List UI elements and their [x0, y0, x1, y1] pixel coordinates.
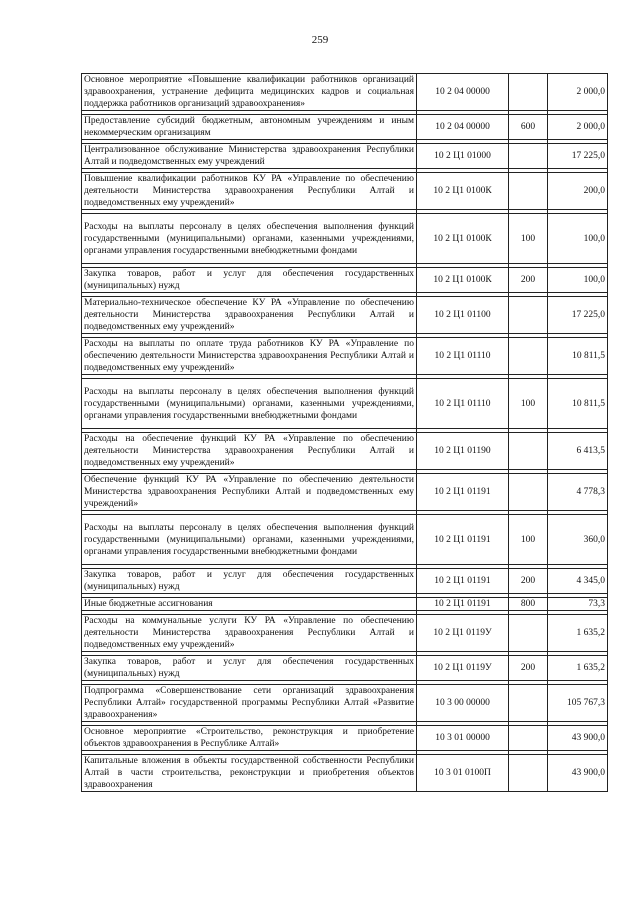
budget-table-body	[82, 74, 608, 792]
table-row	[82, 598, 608, 611]
table-row	[82, 268, 608, 293]
cell-code: 10 2 Ц1 01191	[417, 598, 509, 611]
cell-vr	[509, 474, 548, 511]
cell-name: Расходы на обеспечение функций КУ РА «Управление по обеспечению деятельности Министерства здравоохранения Республики Алтай и подведомственных ему учреждений»	[82, 433, 417, 470]
cell-vr: 100	[509, 214, 548, 264]
cell-vr	[509, 144, 548, 169]
cell-code: 10 2 Ц1 0119У	[417, 615, 509, 652]
table-row	[82, 685, 608, 722]
table-row	[82, 515, 608, 565]
cell-sum: 10 811,5	[548, 379, 608, 429]
cell-sum: 360,0	[548, 515, 608, 565]
cell-vr: 200	[509, 569, 548, 594]
table-row	[82, 615, 608, 652]
cell-sum: 1 635,2	[548, 656, 608, 681]
cell-name: Расходы на выплаты персоналу в целях обеспечения выполнения функций государственными (муниципальными) органами, казенными учреждениями, органами управления государственными внебюджетными фондами	[82, 379, 417, 429]
cell-name: Подпрограмма «Совершенствование сети организаций здравоохранения Республики Алтай» государственной программы Республики Алтай «Развитие здравоохранения»	[82, 685, 417, 722]
table-row	[82, 144, 608, 169]
cell-name: Расходы на выплаты персоналу в целях обеспечения выполнения функций государственными (муниципальными) органами, казенными учреждениями, органами управления государственными внебюджетными фондами	[82, 515, 417, 565]
cell-code: 10 2 Ц1 0100К	[417, 173, 509, 210]
cell-name: Материально-техническое обеспечение КУ РА «Управление по обеспечению деятельности Министерства здравоохранения Республики Алтай и подведомственных ему учреждений»	[82, 297, 417, 334]
cell-vr: 100	[509, 515, 548, 565]
cell-code: 10 2 04 00000	[417, 74, 509, 111]
cell-sum: 43 900,0	[548, 755, 608, 792]
cell-sum: 2 000,0	[548, 74, 608, 111]
cell-name: Централизованное обслуживание Министерства здравоохранения Республики Алтай и подведомственных ему учреждений	[82, 144, 417, 169]
cell-sum: 4 778,3	[548, 474, 608, 511]
table-row	[82, 115, 608, 140]
cell-name: Закупка товаров, работ и услуг для обеспечения государственных (муниципальных) нужд	[82, 569, 417, 594]
page-number: 259	[311, 34, 329, 46]
cell-code: 10 2 Ц1 01191	[417, 569, 509, 594]
cell-code: 10 2 Ц1 01190	[417, 433, 509, 470]
cell-vr	[509, 433, 548, 470]
cell-name: Повышение квалификации работников КУ РА «Управление по обеспечению деятельности Министерства здравоохранения Республики Алтай и подведомственных ему учреждений»	[82, 173, 417, 210]
cell-vr: 200	[509, 268, 548, 293]
cell-sum: 73,3	[548, 598, 608, 611]
cell-name: Основное мероприятие «Строительство, реконструкция и приобретение объектов здравоохранения в Республике Алтай»	[82, 726, 417, 751]
cell-vr	[509, 615, 548, 652]
cell-vr: 600	[509, 115, 548, 140]
cell-sum: 17 225,0	[548, 297, 608, 334]
table-row	[82, 173, 608, 210]
cell-name: Предоставление субсидий бюджетным, автономным учреждениям и иным некоммерческим организациям	[82, 115, 417, 140]
table-row	[82, 214, 608, 264]
cell-name: Основное мероприятие «Повышение квалификации работников организаций здравоохранения, устранение дефицита медицинских кадров и социальная поддержка работников организаций здравоохранения»	[82, 74, 417, 111]
cell-name: Обеспечение функций КУ РА «Управление по обеспечению деятельности Министерства здравоохранения Республики Алтай и подведомственных ему учреждений»	[82, 474, 417, 511]
cell-code: 10 3 01 00000	[417, 726, 509, 751]
cell-sum: 4 345,0	[548, 569, 608, 594]
cell-vr	[509, 685, 548, 722]
cell-sum: 100,0	[548, 214, 608, 264]
table-row	[82, 74, 608, 111]
cell-code: 10 2 Ц1 0100К	[417, 268, 509, 293]
cell-sum: 17 225,0	[548, 144, 608, 169]
cell-vr	[509, 297, 548, 334]
cell-name: Расходы на коммунальные услуги КУ РА «Управление по обеспечению деятельности Министерства здравоохранения Республики Алтай и подведомственных ему учреждений»	[82, 615, 417, 652]
cell-name: Закупка товаров, работ и услуг для обеспечения государственных (муниципальных) нужд	[82, 656, 417, 681]
table-row	[82, 726, 608, 751]
cell-vr: 200	[509, 656, 548, 681]
cell-sum: 200,0	[548, 173, 608, 210]
cell-sum: 105 767,3	[548, 685, 608, 722]
cell-code: 10 2 Ц1 01100	[417, 297, 509, 334]
cell-vr: 100	[509, 379, 548, 429]
cell-sum: 100,0	[548, 268, 608, 293]
table-row	[82, 755, 608, 792]
cell-vr	[509, 338, 548, 375]
table-row	[82, 474, 608, 511]
cell-name: Капитальные вложения в объекты государственной собственности Республики Алтай в части строительства, реконструкции и приобретения объектов здравоохранения	[82, 755, 417, 792]
cell-sum: 43 900,0	[548, 726, 608, 751]
cell-code: 10 3 01 0100П	[417, 755, 509, 792]
cell-vr	[509, 74, 548, 111]
cell-vr	[509, 726, 548, 751]
cell-code: 10 2 Ц1 0119У	[417, 656, 509, 681]
cell-code: 10 2 Ц1 01191	[417, 474, 509, 511]
cell-code: 10 2 Ц1 01000	[417, 144, 509, 169]
cell-sum: 1 635,2	[548, 615, 608, 652]
cell-code: 10 2 Ц1 01110	[417, 338, 509, 375]
cell-name: Расходы на выплаты по оплате труда работников КУ РА «Управление по обеспечению деятельности Министерства здравоохранения Республики Алтай и подведомственных ему учреждений»	[82, 338, 417, 375]
table-row	[82, 338, 608, 375]
table-row	[82, 379, 608, 429]
cell-name: Расходы на выплаты персоналу в целях обеспечения выполнения функций государственными (муниципальными) органами, казенными учреждениями, органами управления государственными внебюджетными фондами	[82, 214, 417, 264]
table-row	[82, 297, 608, 334]
cell-sum: 10 811,5	[548, 338, 608, 375]
cell-vr	[509, 173, 548, 210]
cell-code: 10 3 00 00000	[417, 685, 509, 722]
table-row	[82, 433, 608, 470]
cell-vr: 800	[509, 598, 548, 611]
cell-sum: 6 413,5	[548, 433, 608, 470]
cell-code: 10 2 Ц1 01110	[417, 379, 509, 429]
cell-code: 10 2 04 00000	[417, 115, 509, 140]
budget-table	[81, 73, 608, 792]
cell-code: 10 2 Ц1 0100К	[417, 214, 509, 264]
table-row	[82, 656, 608, 681]
cell-sum: 2 000,0	[548, 115, 608, 140]
cell-vr	[509, 755, 548, 792]
cell-name: Закупка товаров, работ и услуг для обеспечения государственных (муниципальных) нужд	[82, 268, 417, 293]
cell-name: Иные бюджетные ассигнования	[82, 598, 417, 611]
cell-code: 10 2 Ц1 01191	[417, 515, 509, 565]
table-row	[82, 569, 608, 594]
